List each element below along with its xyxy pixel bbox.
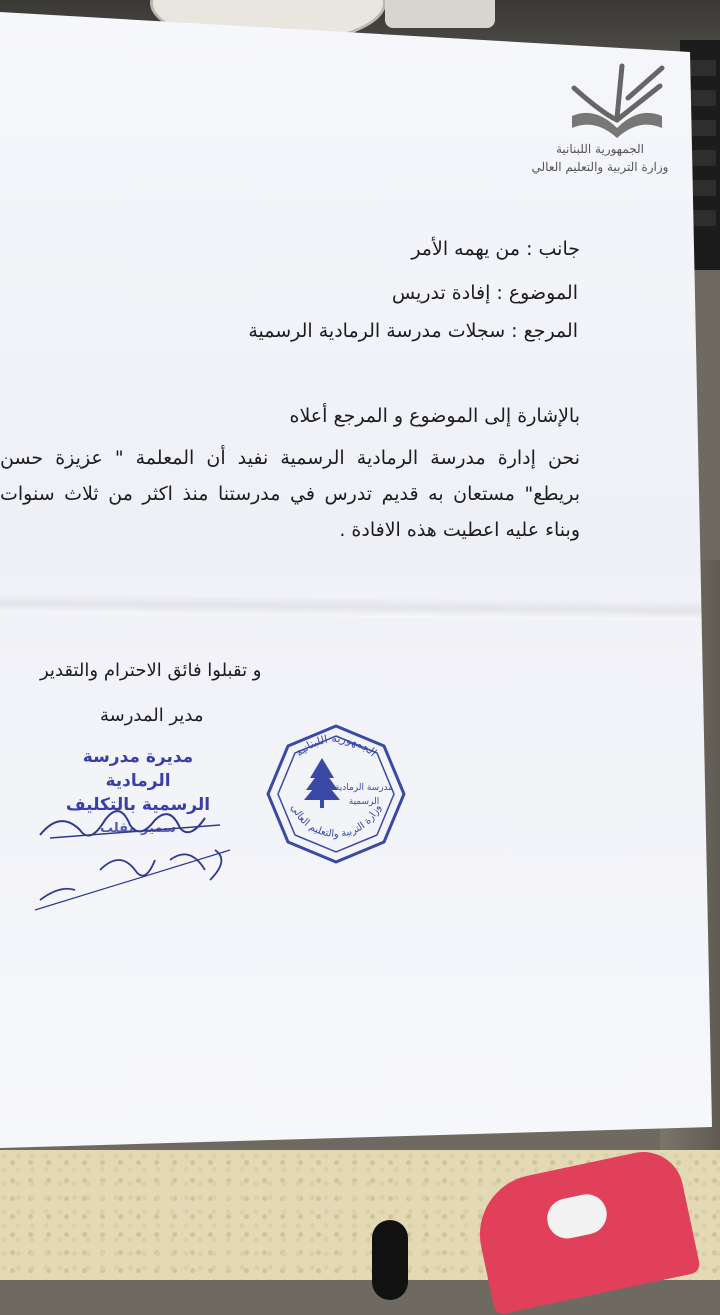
stamp-line-2: الرسمية بالتكليف	[65, 795, 211, 815]
seal-inner-line-2: الرسمية	[348, 797, 380, 807]
paper-fold	[0, 593, 712, 620]
pen	[372, 1220, 408, 1300]
letterhead-text	[530, 140, 670, 176]
letter-paper	[0, 12, 712, 1148]
letterhead-country: الجمهورية اللبنانية	[555, 142, 645, 156]
reference-line: المرجع : سجلات مدرسة الرمادية الرسمية	[248, 320, 578, 342]
official-seal	[262, 720, 410, 868]
intro-line: بالإشارة إلى الموضوع و المرجع أعلاه	[289, 405, 580, 427]
seal-outer-top: الجمهورية اللبنانية	[292, 731, 380, 760]
stamp-line-3: سمير مقلب	[100, 821, 176, 836]
principal-title: مدير المدرسة	[100, 705, 204, 726]
recipient-line: جانب : من يهمه الأمر	[411, 238, 580, 260]
desk-object	[385, 0, 495, 28]
ministry-logo-icon	[562, 58, 672, 148]
seal-outer-bottom: وزارة التربية والتعليم العالي	[288, 802, 384, 840]
letterhead-ministry: وزارة التربية والتعليم العالي	[531, 160, 669, 174]
closing-regards: و تقبلوا فائق الاحترام والتقدير	[40, 660, 262, 681]
body-paragraph: نحن إدارة مدرسة الرمادية الرسمية نفيد أن المعلمة " عزيزة حسن بريطع" مستعان به قديم تدرس في مدرستنا منذ اكثر من ثلاث سنوات وبناء عليه اعطيت هذه الافادة .	[0, 447, 580, 541]
stamp-line-1: مديرة مدرسة الرمادية	[82, 747, 194, 791]
handwritten-signature	[30, 790, 250, 920]
seal-inner-line-1: مدرسة الرمادية	[334, 783, 394, 793]
subject-line: الموضوع : إفادة تدريس	[391, 282, 578, 304]
